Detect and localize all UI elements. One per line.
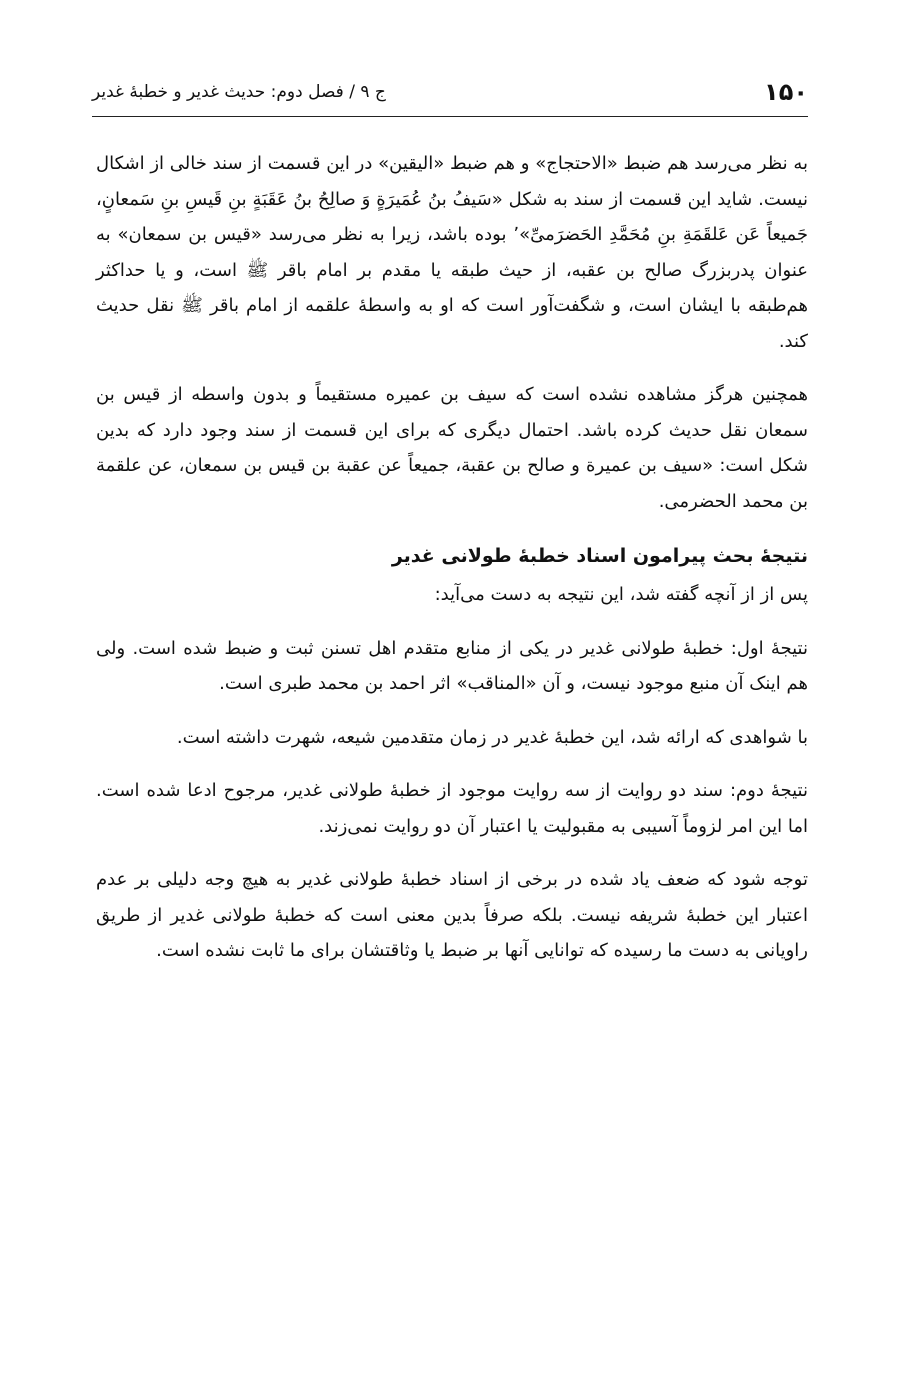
paragraph-6: نتیجهٔ دوم: سند دو روایت از سه روایت موجود از خطبهٔ طولانی غدیر، مرجوح ادعا شده است. اما این امر لزوماً آسیبی به مقبولیت یا اعتبار آن دو روایت نمی‌زند. xyxy=(96,780,808,837)
header-divider xyxy=(92,116,808,117)
paragraph-5: با شواهدی که ارائه شد، این خطبهٔ غدیر در زمان متقدمین شیعه، شهرت داشته است. xyxy=(176,726,808,748)
page-number: ۱۵۰ xyxy=(764,78,808,106)
paragraph-3: پس از از آنچه گفته شد، این نتیجه به دست می‌آید: xyxy=(434,584,808,605)
page-header xyxy=(92,72,808,112)
paragraph-7: توجه شود که ضعف یاد شده در برخی از اسناد خطبهٔ طولانی غدیر به هیچ وجه دلیلی بر عدم اعتبار این خطبهٔ شریفه نیست. بلکه صرفاً بدین معنی است که خطبهٔ طولانی غدیر از طریق راویانی به دست ما رسیده که توانایی آنها بر ضبط یا وثاقتشان برای ما ثابت نشده است. xyxy=(96,869,808,961)
section-heading: نتیجهٔ بحث پیرامون اسناد خطبهٔ طولانی غدیر xyxy=(391,545,808,567)
paragraph-1: به نظر می‌رسد هم ضبط «الاحتجاج» و هم ضبط «الیقین» در این قسمت از سند خالی از اشکال نیست. شاید این قسمت از سند به شکل «سَیفُ بنُ عُمَیرَةٍ وَ صالِحُ بنُ عَقَبَةٍ بنِ قَیسِ بنِ سَمعانٍ، جَمیعاً عَن عَلقَمَةِ بنِ مُحَمَّدِ الحَضرَمیِّ»٬ بوده باشد، زیرا به نظر می‌رسد «قیس بن سمعان» به عنوان پدربزرگ صالح بن عقبه، از حیث طبقه یا مقدم بر امام باقر ﷺ است، و یا حداکثر هم‌طبقه با ایشان است، و شگفت‌آور است که او به واسطهٔ علقمه از امام باقر ﷺ نقل حدیث کند. xyxy=(96,153,808,352)
paragraph-4: نتیجهٔ اول: خطبهٔ طولانی غدیر در یکی از منابع متقدم اهل تسنن ثبت و ضبط شده است. ولی هم اینک آن منبع موجود نیست، و آن «المناقب» اثر احمد بن محمد طبری است. xyxy=(96,637,808,694)
page-body xyxy=(96,146,808,987)
paragraph-2: همچنین هرگز مشاهده نشده است که سیف بن عمیره مستقیماً و بدون واسطه از قیس بن سمعان نقل حدیث کرده باشد. احتمال دیگری که برای این قسمت از سند وجود دارد که بدین شکل است: «سیف بن عمیرة و صالح بن عقبة، جمیعاً عن عقبة بن قیس بن سمعان، عن علقمة بن محمد الحضرمی. xyxy=(96,384,808,512)
running-title: ج ۹ / فصل دوم: حدیث غدیر و خطبهٔ غدیر xyxy=(92,82,386,102)
